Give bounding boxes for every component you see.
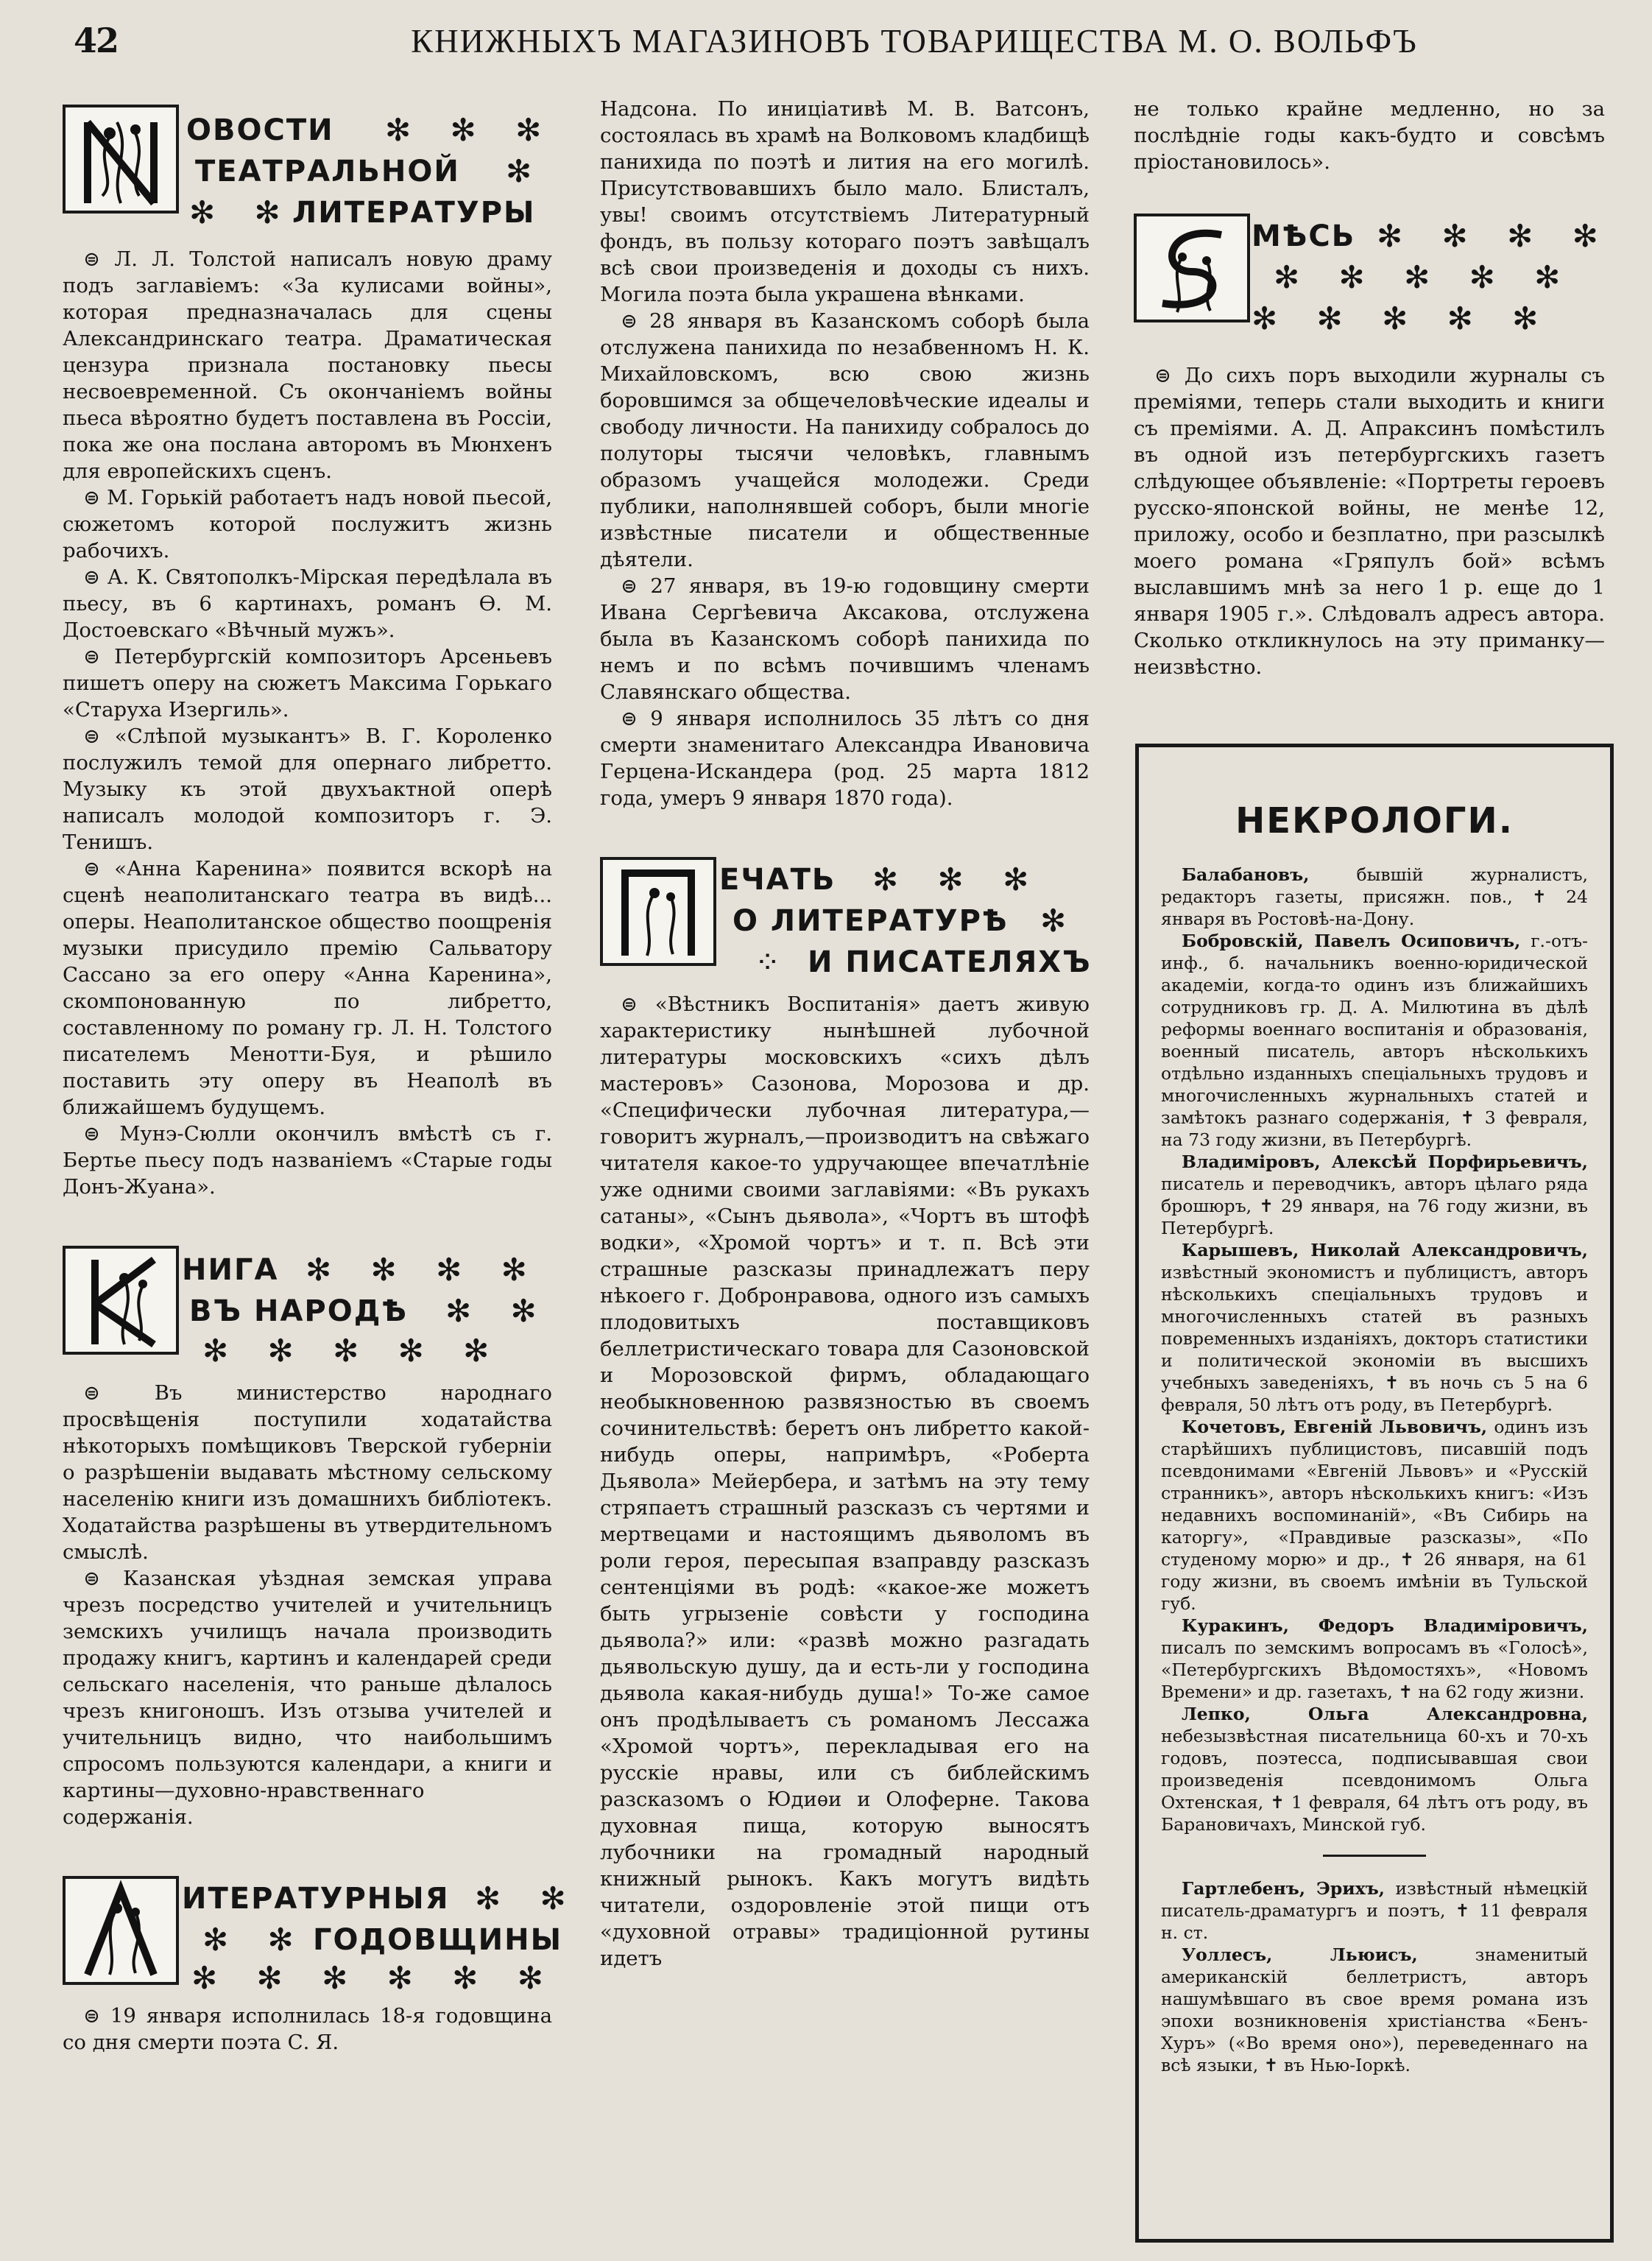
theatre-paragraph: ⊜ М. Горькій работаетъ надъ новой пьесой, сюжетомъ которой послужитъ жизнь рабочихъ. [63,484,552,564]
press-stars-2: ✻ [1040,903,1081,939]
obituary-entry-foreign [1161,1944,1588,2076]
obituary-entry [1161,1416,1588,1615]
obituary-entry [1161,1239,1588,1416]
dropcap-n-ornament-icon-svg [66,107,176,211]
anniversaries-paragraph: ⊜ 9 января исполнилось 35 лѣтъ со дня смерти знаменитаго Александра Ивановича Герцена-Искандера (род. 25 марта 1812 года, умеръ 9 января 1870 года). [600,705,1090,811]
book-people-stars-1: ✻ ✻ ✻ ✻ [306,1252,542,1288]
obituary-name: Бобровскій, Павелъ Осиповичъ, [1182,931,1521,951]
theatre-paragraph: ⊜ Петербургскій композиторъ Арсеньевъ пишетъ оперу на сюжетъ Максима Горькаго «Старуха Изергиль». [63,643,552,723]
obituaries-box [1135,744,1614,2243]
theatre-paragraph: ⊜ «Анна Каренина» появится вскорѣ на сценѣ неаполитанскаго театра въ видѣ... оперы. Неаполитанское общество поощренія музыки присудило премію Сальватору Сассано за его оперу «Анна Каренина», скомпонованную по либретто, составленному по роману гр. Л. Н. Толстого писателемъ Менотти-Буя, и рѣшило поставить эту оперу въ Неаполѣ въ ближайшемъ будущемъ. [63,856,552,1121]
obituary-name: Балабановъ, [1182,864,1310,885]
book-people-title-line-1: НИГА [182,1253,279,1287]
section-head-press [600,848,1090,981]
press-paragraph: ⊜ «Вѣстникъ Воспитанія» даетъ живую характеристику нынѣшней лубочной литературы московскихъ «сихъ дѣлъ мастеровъ» Сазонова, Морозова и др. «Специфически лубочная литература,—говоритъ журналъ,—производитъ на свѣжаго читателя какое-то удручающее впечатлѣніе уже одними своими заглавіями: «Въ рукахъ сатаны», «Сынъ дьявола», «Чортъ въ штофѣ водки», «Хромой чортъ» и т. п. Всѣ эти страшные разсказы принадлежатъ перу нѣкоего г. Добронравова, одного изъ самыхъ плодовитыхъ поставщиковъ беллетристическаго товара для Сазоновской и Морозовской фирмъ, обладающаго необыкновенною развязностью въ своемъ сочинительствѣ: беретъ онъ либретто какой-нибудь оперы, напримѣръ, «Роберта Дьявола» Мейербера, и затѣмъ на эту тему стряпаетъ страшный разсказъ съ чертями и мертвецами и настоящимъ дьяволомъ въ роли героя, пересыпая взаправду разсказъ сентенціями въ родѣ: «какое-же можетъ быть угрызеніе совѣсти у господина дьявола?» или: «развѣ можно разгадать дьявольскую душу, да и есть-ли у господина дьявола какая-нибудь душа!» То-же самое онъ продѣлываетъ съ романомъ Лессажа «Хромой чортъ», перекладывая его на русскіе нравы, или съ библейскимъ разсказомъ о Юдиѳи и Олоферне. Такова духовная пища, которую выносятъ лубочники на громадный народный книжный рынокъ. Какъ могутъ видѣть читатели, оздоровленіе этой пищи отъ «духовной отравы» традиціонной рутины идетъ [600,991,1090,1972]
page-number: 42 [74,21,119,60]
anniversaries-paragraph: ⊜ 28 января въ Казанскомъ соборѣ была отслужена панихида по незабвенномъ Н. К. Михайловскомъ, всю свою жизнь боровшимся за общечеловѣческие идеалы и свободу личности. На панихиду собралось до полуторы тысячи человѣкъ, главнымъ образомъ учащейся молодежи. Среди публики, наполнявшей соборъ, были многіе извѣстные писатели и общественные дѣятели. [600,308,1090,573]
obituary-entry-foreign [1161,1877,1588,1944]
dropcap-l-ornament-icon-svg [66,1879,176,1982]
section-head-misc [1134,205,1613,352]
press-title-line-3: И ПИСАТЕЛЯХЪ [808,945,1092,979]
theatre-paragraph: ⊜ Л. Л. Толстой написалъ новую драму подъ заглавіемъ: «За кулисами войны», которая предназначалась для сцены Александринскаго театра. Драматическая цензура признала постановку пьесы несвоевременной. Съ окончаніемъ войны пьеса вѣроятно будетъ поставлена въ Россіи, пока же она послана авторомъ въ Мюнхенъ для европейскихъ сценъ. [63,246,552,484]
section-head-book-people [63,1237,552,1369]
obituary-text: извѣстный экономистъ и публицистъ, авторъ нѣсколькихъ спеціальныхъ трудовъ и многочисленныхъ статей въ разныхъ повременныхъ изданіяхъ, докторъ статистики и политической экономіи въ высшихъ учебныхъ заведеніяхъ, ✝ въ ночь съ 5 на 6 февраля, 50 лѣтъ отъ роду, въ Петербургѣ. [1161,1262,1588,1415]
anniversaries-title-line-2: ГОДОВЩИНЫ [313,1923,563,1957]
obituary-text: писатель и переводчикъ, авторъ цѣлаго ряда брошюръ, ✝ 29 января, на 76 году жизни, въ Петербургѣ. [1161,1174,1588,1238]
column-2 [600,96,1090,1972]
obituary-entry [1161,930,1588,1151]
dropcap-s-ornament-icon [1134,214,1250,322]
misc-paragraph: ⊜ До сихъ поръ выходили журналы съ преміями, теперь стали выходить и книги съ преміями. А. Д. Апраксинъ помѣстилъ въ одной изъ петербургскихъ газетъ слѣдующее объявленіе: «Портреты героевъ русско-японской войны, не менѣе 12, приложу, особо и безплатно, при разсылкѣ моего романа «Гряпулъ бой» всѣмъ выславшимъ мнѣ за него 1 р. еще до 1 января 1905 г.». Слѣдовалъ адресъ автора. Сколько откликнулось на эту приманку—неизвѣстно. [1134,362,1605,680]
section-head-theatre [63,96,557,236]
obituary-entry [1161,1615,1588,1703]
theatre-title-line-3: ЛИТЕРАТУРЫ [292,196,536,230]
obituary-name: Куракинъ, Федоръ Владиміровичъ, [1182,1615,1588,1636]
dropcap-k-ornament-icon-svg [66,1249,176,1352]
anniversaries-stars-1: ✻ ✻ [475,1880,581,1916]
press-stars-3: ⁘ [755,944,796,980]
obituary-name: Владиміровъ, Алексѣй Порфирьевичъ, [1182,1151,1588,1172]
press-continuation: не только крайне медленно, но за послѣдніе годы какъ-будто и совсѣмъ пріостановилось». [1134,97,1605,174]
book-people-stars-3: ✻ ✻ ✻ ✻ ✻ [202,1333,504,1369]
obituary-name: Гартлебенъ, Эрихъ, [1182,1878,1385,1899]
dropcap-n-ornament-icon [63,105,179,214]
obituary-name: Уоллесъ, Льюисъ, [1182,1944,1418,1965]
misc-stars-2: ✻ ✻ ✻ ✻ ✻ [1274,259,1575,295]
obituary-text: извѣстный нѣмецкій писатель-драматургъ и поэтъ, ✝ 11 февраля н. ст. [1161,1878,1588,1943]
section-head-anniversaries [63,1867,581,1996]
obituary-text: знаменитый американскій беллетристъ, авторъ нашумѣвшаго въ свое время романа изъ эпохи возникновенія христіанства «Бенъ-Хуръ» («Во время оно»), переведеннаго на всѣ языки, ✝ въ Нью-Іоркѣ. [1161,1944,1588,2075]
theatre-title-line-1: ОВОСТИ [186,113,334,147]
dropcap-l-ornament-icon [63,1876,179,1985]
book-people-paragraph: ⊜ Казанская уѣздная земская управа чрезъ посредство учителей и учительницъ земскихъ училищъ начала производить продажу книгъ, картинъ и календарей среди сельскаго населенія, что раньше дѣлалось чрезъ книгоношъ. Изъ отзыва учителей и учительницъ видно, что наибольшимъ спросомъ пользуются календари, а книги и картины—духовно-нравственнаго содержанія. [63,1565,552,1830]
theatre-stars-3: ✻ ✻ [189,194,295,230]
press-title-line-1: ЕЧАТЬ [719,863,836,897]
obituary-name: Кочетовъ, Евгеній Львовичъ, [1182,1417,1488,1437]
theatre-paragraph: ⊜ «Слѣпой музыкантъ» В. Г. Короленко послужилъ темой для опернаго либретто. Музыку къ этой двухъактной оперѣ написалъ молодой композиторъ г. Э. Тенишъ. [63,723,552,856]
anniversaries-stars-2: ✻ ✻ [202,1922,308,1958]
obituary-entry [1161,1703,1588,1835]
theatre-stars-2: ✻ [506,153,547,189]
theatre-title-line-2: ТЕАТРАЛЬНОЙ [195,155,460,188]
dropcap-p-ornament-icon [600,857,716,966]
obituary-entry [1161,1151,1588,1239]
obituary-name: Лепко, Ольга Александровна, [1182,1704,1588,1724]
book-people-paragraph: ⊜ Въ министерство народнаго просвѣщенія поступили ходатайства нѣкоторыхъ помѣщиковъ Тверской губерніи о разрѣшеніи выдавать мѣстному сельскому населенію книги изъ домашнихъ библіотекъ. Ходатайства разрѣшены въ утвердительномъ смыслѣ. [63,1380,552,1565]
press-stars-1: ✻ ✻ ✻ [872,861,1044,897]
obituary-text: одинъ изъ старѣйшихъ публицистовъ, писавшій подъ псевдонимами «Евгеній Львовъ» и «Русскій странникъ», авторъ нѣсколькихъ книгъ: «Изъ недавнихъ воспоминаній», «Въ Сибирь на каторгу», «Правдивые разсказы», «По студеному морю» и др., ✝ 26 января, на 61 году жизни, въ своемъ имѣніи въ Тульской губ. [1161,1417,1589,1614]
obituaries-title: НЕКРОЛОГИ. [1235,800,1514,842]
dropcap-s-ornament-icon-svg [1137,216,1247,320]
anniversaries-paragraph: ⊜ 27 января, въ 19-ю годовщину смерти Ивана Сергѣевича Аксакова, отслужена была въ Казанскомъ соборѣ панихида по немъ и по всѣмъ почившимъ членамъ Славянскаго общества. [600,573,1090,705]
obituary-text: небезызвѣстная писательница 60-хъ и 70-хъ годовъ, поэтесса, подписывавшая свои произведенія псевдонимомъ Ольга Охтенская, ✝ 1 февраля, 64 лѣтъ отъ роду, въ Барановичахъ, Минской губ. [1161,1726,1588,1835]
theatre-stars-1: ✻ ✻ ✻ [385,112,557,148]
book-people-stars-2: ✻ ✻ [445,1293,551,1329]
theatre-paragraph: ⊜ А. К. Святополкъ-Мірская передѣлала въ пьесу, въ 6 картинахъ, романъ Ѳ. М. Достоевскаго «Вѣчный мужъ». [63,564,552,643]
anniversaries-stars-3: ✻ ✻ ✻ ✻ ✻ ✻ [191,1960,558,1996]
obituary-entry [1161,864,1588,930]
anniversaries-continuation: Надсона. По иниціативѣ М. В. Ватсонъ, состоялась въ храмѣ на Волковомъ кладбищѣ панихида по поэтѣ и лития на его могилѣ. Присутствовавшихъ было мало. Блисталъ, увы! своимъ отсутствіемъ Литературный фондъ, въ пользу котораго поэтъ завѣщалъ всѣ свои произведенія и доходы съ нихъ. Могила поэта была украшена вѣнками. [600,97,1090,306]
obituary-name: Карышевъ, Николай Александровичъ, [1182,1240,1588,1260]
page-header [0,16,1652,60]
dropcap-k-ornament-icon [63,1246,179,1355]
press-title-line-2: О ЛИТЕРАТУРѢ [733,904,1009,938]
obituary-text: писалъ по земскимъ вопросамъ въ «Голосѣ», «Петербургскихъ Вѣдомостяхъ», «Новомъ Времени» и др. газетахъ, ✝ на 62 году жизни. [1161,1637,1588,1702]
column-1 [63,96,581,2056]
theatre-paragraph: ⊜ Мунэ-Сюлли окончилъ вмѣстѣ съ г. Бертье пьесу подъ названіемъ «Старые годы Донъ-Жуана». [63,1121,552,1200]
obituary-text: г.-отъ-инф., б. начальникъ военно-юридической академіи, когда-то одинъ изъ ближайшихъ сотрудниковъ гр. Д. А. Милютина въ дѣлѣ реформы военнаго воспитанія и образованія, военный писатель, авторъ нѣсколькихъ отдѣльно изданныхъ спеціальныхъ трудовъ и многочисленныхъ журнальныхъ статей и замѣтокъ разнаго содержанія, ✝ 3 февраля, на 73 году жизни, въ Петербургѣ. [1161,931,1588,1150]
misc-title-line-1: МѢСЬ [1252,219,1356,253]
running-head: КНИЖНЫХЪ МАГАЗИНОВЪ ТОВАРИЩЕСТВА М. О. ВОЛЬФЪ [411,23,1418,60]
dropcap-p-ornament-icon-svg [603,860,713,963]
book-people-title-line-2: ВЪ НАРОДѢ [189,1294,408,1328]
misc-stars-3: ✻ ✻ ✻ ✻ ✻ [1252,300,1553,336]
misc-stars-1: ✻ ✻ ✻ ✻ [1377,218,1613,254]
anniversaries-title-line-1: ИТЕРАТУРНЫЯ [182,1882,450,1916]
obituaries-divider [1323,1855,1426,1857]
anniversaries-paragraph: ⊜ 19 января исполнилась 18-я годовщина со дня смерти поэта С. Я. [63,2003,552,2056]
obituary-text: бывшій журналистъ, редакторъ газеты, присяжн. пов., ✝ 24 января въ Ростовѣ-на-Дону. [1161,864,1588,929]
column-3 [1134,96,1613,680]
